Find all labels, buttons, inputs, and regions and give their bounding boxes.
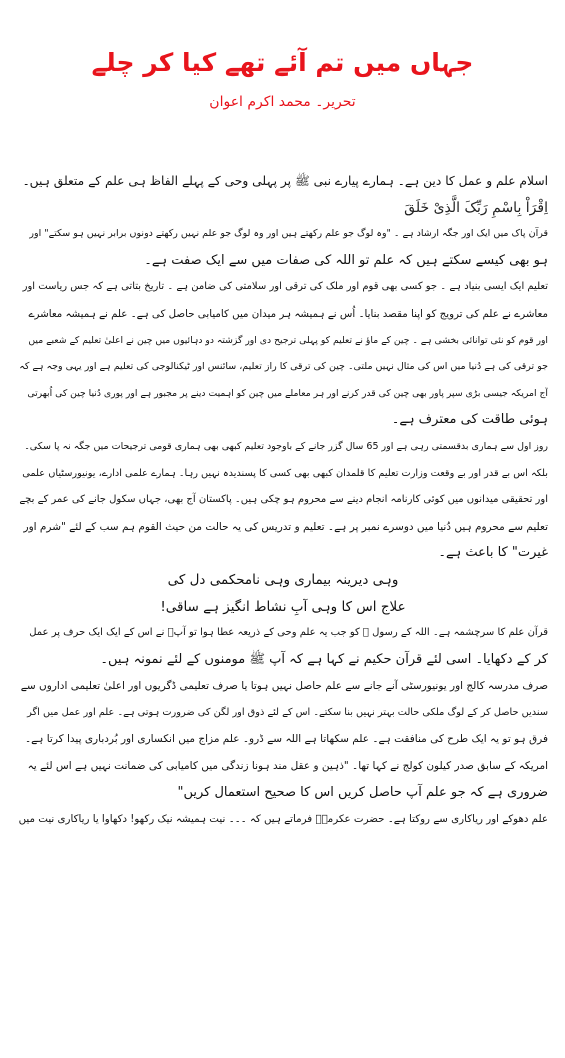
- body-line: ہوئی طاقت کی معترف ہے۔: [391, 412, 548, 428]
- body-line: جو ترقی کی ہے دُنیا میں اس کی مثال نہیں ملتی۔ چین کی ترقی کا راز تعلیم، سائنس اور ٹیکنالوجی کی تعلیم ہے اور یہی وجہ ہے کہ: [19, 361, 548, 373]
- quran-verse-line: اِقْرَاْ بِاسْمِ رَبِّکَ الَّذِیْ خَلَقَ: [404, 199, 548, 216]
- body-line: سندیں حاصل کر کے لوگ ملکی حالت بہتر نہیں بنا سکتے۔ اس کے لئے ذوق اور لگن کی ضرورت ہوتی ہے۔ علم اور عمل میں اگر: [27, 706, 548, 718]
- body-line: ہو بھی کیسے سکتے ہیں کہ علم تو اللہ کی صفات میں سے ایک صفت ہے۔: [144, 252, 548, 268]
- body-line: قرآن علم کا سرچشمہ ہے۔ اللہ کے رسول ﷺ کو جب یہ علم وحی کے ذریعہ عطا ہوا تو آپؐ نے اس کے ایک ایک حرف پر عمل: [29, 627, 548, 639]
- body-line: بلکہ اس بے قدر اور بے وقعت وزارت تعلیم کا قلمدان کبھی بھی کسی کا پسندیدہ نہیں رہا۔ ہمارے علمی ادارے، یونیورسٹیاں علمی: [22, 467, 548, 479]
- body-line: کر کے دکھایا۔ اسی لئے قرآن حکیم نے کہا ہے کہ آپ ﷺ مومنوں کے لئے نمونہ ہیں۔: [100, 651, 548, 667]
- body-line: اسلام علم و عمل کا دین ہے۔ ہمارے پیارے نبی ﷺ پر پہلی وحی کے پہلے الفاظ ہی علم کے متعلق ہیں۔: [22, 174, 548, 188]
- poem-line: وہی دیرینہ بیماری وہی نامحکمی دل کی: [167, 571, 399, 588]
- body-line: آج امریکہ جیسی بڑی سپر پاور بھی چین کی قدر کرنے اور ہر معاملے میں چین کو اہمیت دینے پر مجبور ہے اور پوری دُنیا چین کی اُبھرتی: [27, 387, 548, 399]
- body-line: فرق ہو تو یہ ایک طرح کی منافقت ہے۔ علم سکھاتا ہے اللہ سے ڈرو۔ علم مزاج میں انکساری اور بُردباری پیدا کرتا ہے۔: [24, 733, 548, 746]
- article-byline: تحریر۔ محمد اکرم اعوان: [209, 94, 356, 110]
- body-line: روز اول سے ہماری بدقسمتی رہی ہے اور 65 سال گزر جانے کے باوجود تعلیم کبھی بھی ہماری قومی ترجیحات میں جگہ نہ پا سکی۔: [24, 440, 548, 452]
- body-line: اور تحقیقی میدانوں میں کوئی کارنامہ انجام دینے سے محروم ہو چکی ہیں۔ پاکستان آج بھی، جہاں سکول جانے کی عمر کے بچے: [19, 494, 548, 506]
- body-line: علم دھوکے اور ریاکاری سے روکتا ہے۔ حضرت عکرمہؓ فرماتے ہیں کہ ۔۔۔ نیت ہمیشہ نیک رکھو! دکھاوا یا ریاکاری نیت میں: [18, 813, 548, 826]
- body-line: صرف مدرسہ کالج اور یونیورسٹی آنے جانے سے علم حاصل نہیں ہوتا یا صرف تعلیمی ڈگریوں اور اعلیٰ تعلیمی اداروں سے: [20, 680, 548, 693]
- body-line: معاشرے نے علم کی ترویج کو اپنا مقصد بنایا۔ اُس نے ہمیشہ ہر میدان میں کامیابی حاصل کی ہے۔ علم نے ہمیشہ معاشرے: [28, 307, 548, 320]
- body-line: قرآن پاک میں ایک اور جگہ ارشاد ہے ۔ "وہ لوگ جو علم رکھتے ہیں اور وہ لوگ جو علم نہیں رکھتے دونوں برابر نہیں ہو سکتے" اور: [29, 228, 548, 240]
- body-line: امریکہ کے سابق صدر کیلون کولج نے کہا تھا۔ "ذہین و عقل مند ہونا زندگی میں کامیابی کی ضمانت نہیں ہے اس لئے یہ: [27, 760, 548, 773]
- body-line: تعلیم سے محروم ہیں دُنیا میں دوسرے نمبر پر ہے۔ تعلیم و تدریس کی یہ حالت من حیث القوم ہم سب کے لئے "شرم اور: [23, 520, 548, 533]
- body-line: ضروری ہے کہ جو علم آپ حاصل کریں اس کا صحیح استعمال کریں": [177, 784, 548, 800]
- body-line: اور قوم کو نئی توانائی بخشی ہے ۔ چین کے ماؤ نے تعلیم کو پہلی ترجیح دی اور گزشتہ دو دہائیوں میں چین نے اعلیٰ تعلیم کے شعبے میں: [28, 334, 548, 346]
- body-line: غیرت" کا باعث ہے۔: [438, 545, 548, 561]
- article-title: جہاں میں تم آئے تھے کیا کر چلے: [91, 48, 474, 77]
- article-body: [18, 168, 548, 833]
- body-line: تعلیم ایک ایسی بنیاد ہے ۔ جو کسی بھی قوم اور ملک کی ترقی اور سلامتی کی ضامن ہے ۔ تاریخ بتاتی ہے کہ جس ریاست اور: [22, 281, 548, 293]
- poem-line: علاج اس کا وہی آبِ نشاط انگیز ہے ساقی!: [160, 598, 406, 615]
